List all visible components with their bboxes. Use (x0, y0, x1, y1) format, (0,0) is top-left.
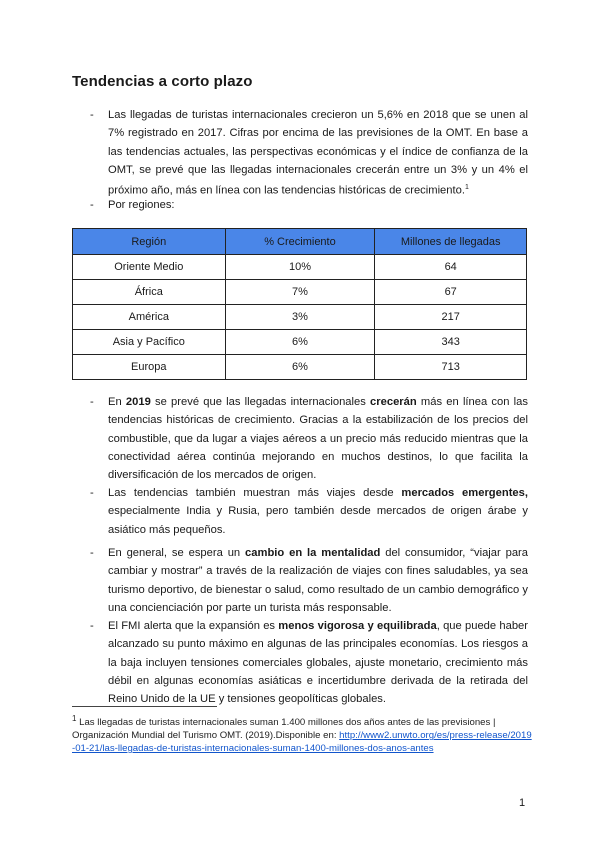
cell-region: Europa (73, 355, 226, 380)
footnote (72, 712, 532, 755)
cell-growth: 7% (225, 280, 375, 305)
cell-growth: 6% (225, 330, 375, 355)
cell-arrivals: 67 (375, 280, 527, 305)
text-run: del consumidor, “viajar para cambiar y mostrar” a través de la realización de viajes con fines saludables, ya sea turismo deportivo, de bienestar o salud, como resultado de un cambio demográfico y una concienciación por parte un turista más responsable. (108, 547, 529, 614)
bold-keyword: crecerán (370, 396, 417, 408)
table-row (73, 355, 527, 380)
cell-growth: 3% (225, 305, 375, 330)
text-run: El FMI alerta que la expansión es (108, 620, 279, 632)
bold-keyword: mercados emergentes, (401, 487, 528, 499)
cell-growth: 10% (225, 255, 375, 280)
text-run: más en línea con las tendencias históricas de crecimiento. Gracias a la estabilización de los precios del combustible, que da lugar a viajes aéreos a un precio más reducido mientras que la conectividad aérea continúa mejorando en muchos destinos, lo que facilita la diversificación de los mercados de origen. (108, 396, 528, 482)
paragraph-2019-forecast (90, 393, 528, 484)
paragraph-emerging-markets (90, 484, 528, 539)
footnote-link[interactable]: http://www2.unwto.org/es/press-release/2019-01-21/las-llegadas-de-turistas-internacionales-suman-1400-millones-dos-anos-antes (72, 730, 532, 755)
bullet-dash: - (90, 487, 94, 499)
cell-region: África (73, 280, 226, 305)
column-header-growth: % Crecimiento (225, 229, 375, 255)
bullet-dash: - (90, 547, 94, 559)
column-header-arrivals: Millones de llegadas (375, 229, 527, 255)
page-number: 1 (519, 797, 526, 809)
bullet-dash: - (90, 109, 94, 121)
footnote-reference[interactable]: 1 (464, 184, 469, 192)
footnote-number: 1 (72, 714, 77, 723)
paragraph-imf-alert (90, 617, 528, 708)
cell-growth: 6% (225, 355, 375, 380)
cell-arrivals: 64 (375, 255, 527, 280)
paragraph-text: Por regiones: (108, 199, 175, 211)
table-row (73, 280, 527, 305)
text-run: se prevé que las llegadas internacionales (150, 396, 371, 408)
paragraph-mentality-change (90, 544, 528, 617)
cell-arrivals: 713 (375, 355, 527, 380)
cell-region: América (73, 305, 226, 330)
paragraph-by-region (90, 196, 528, 214)
cell-arrivals: 217 (375, 305, 527, 330)
cell-arrivals: 343 (375, 330, 527, 355)
bold-keyword: menos vigorosa y equilibrada (278, 620, 437, 632)
section-heading: Tendencias a corto plazo (72, 73, 253, 90)
cell-region: Oriente Medio (73, 255, 226, 280)
footnote-text: Las llegadas de turistas internacionales suman 1.400 millones dos años antes de las previsiones | Organización Mundial del Turismo OMT. (2019).Disponible en: (72, 717, 496, 742)
bold-year: 2019 (125, 396, 151, 408)
text-run: , que puede haber alcanzado su punto máximo en algunas de las principales economías. Los riesgos a la baja incluyen tensiones comerciales globales, ajuste monetario, crecimiento más débil en algunas economías asiáticas e incertidumbre derivada de la retirada del Reino Unido de la UE y tensiones geopolíticas globales. (108, 620, 528, 706)
bullet-dash: - (90, 396, 94, 408)
text-run: especialmente India y Rusia, pero también desde mercados de origen árabe y asiático más pequeños. (108, 505, 528, 536)
paragraph-arrivals-growth (90, 106, 528, 200)
footnote-divider (72, 706, 217, 707)
column-header-region: Región (73, 229, 226, 255)
cell-region: Asia y Pacífico (73, 330, 226, 355)
text-run: En (108, 396, 126, 408)
table-row (73, 255, 527, 280)
text-run: En general, se espera un (108, 547, 246, 559)
paragraph-text: Las llegadas de turistas internacionales crecieron un 5,6% en 2018 que se unen al 7% registrado en 2017. Cifras por encima de las previsiones de la OMT. En base a las tendencias actuales, las perspectivas económicas y el índice de confianza de la OMT, se prevé que las llegadas internacionales crecerán entre un 3% y un 4% el próximo año, más en línea con las tendencias históricas de crecimiento. (108, 109, 528, 197)
table-header-row (73, 229, 527, 255)
table-row (73, 305, 527, 330)
text-run: Las tendencias también muestran más viajes desde (108, 487, 402, 499)
bullet-dash: - (90, 620, 94, 632)
bullet-dash: - (90, 199, 94, 211)
region-growth-table (72, 228, 527, 380)
bold-keyword: cambio en la mentalidad (245, 547, 381, 559)
table-row (73, 330, 527, 355)
